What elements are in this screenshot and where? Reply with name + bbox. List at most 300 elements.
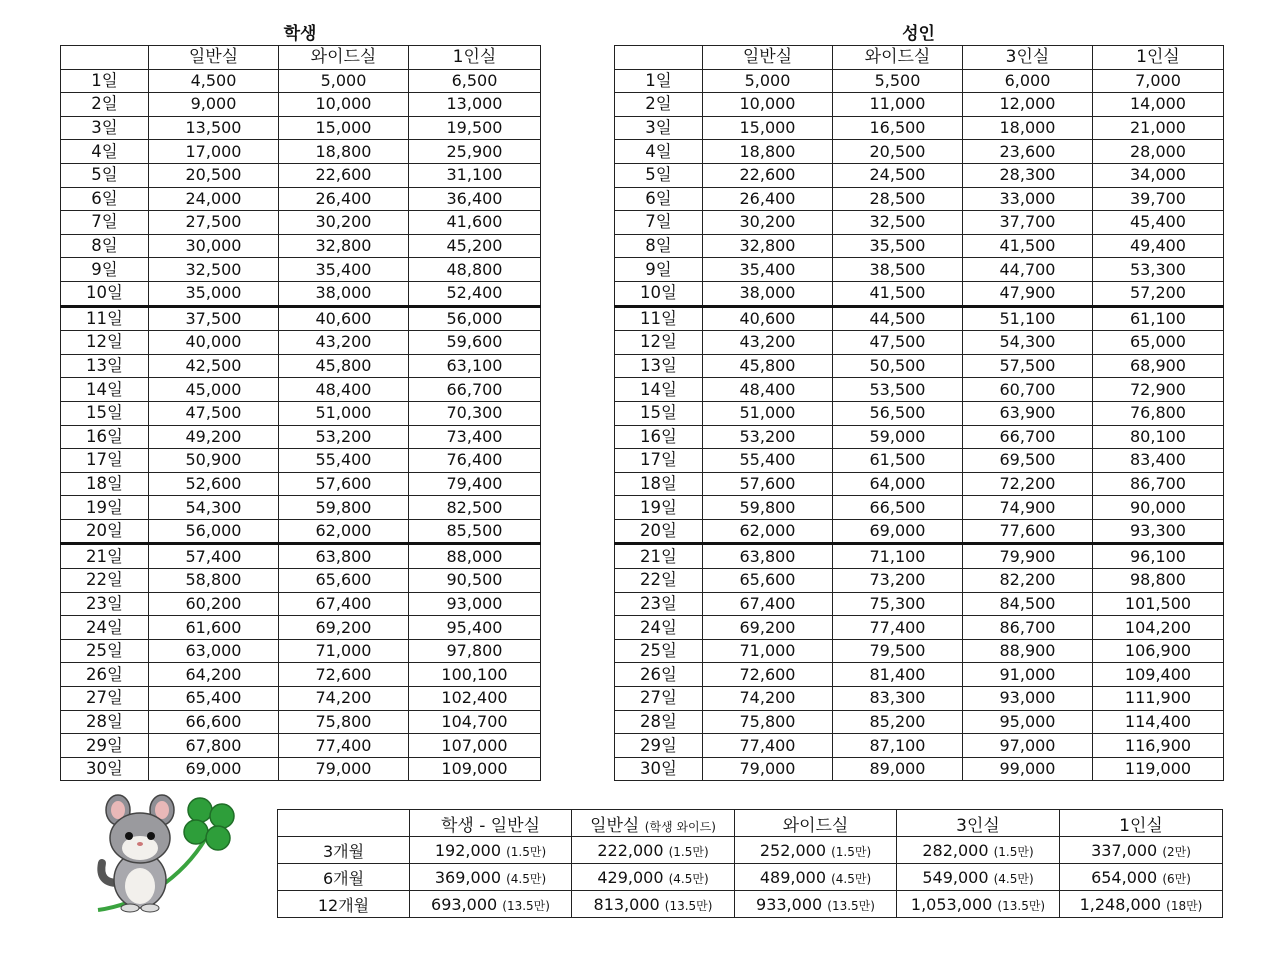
student-price-cell: 17,000 bbox=[149, 140, 279, 164]
adult-price-cell: 28,500 bbox=[833, 187, 963, 211]
student-table-row bbox=[61, 163, 541, 187]
student-price-cell: 55,400 bbox=[279, 449, 409, 473]
student-price-cell: 79,400 bbox=[409, 472, 541, 496]
adult-table-row bbox=[615, 306, 1224, 331]
student-day-cell: 10일 bbox=[61, 281, 149, 306]
student-price-cell: 51,000 bbox=[279, 401, 409, 425]
adult-price-cell: 97,000 bbox=[963, 734, 1093, 758]
term-price: 654,000 bbox=[1091, 867, 1158, 887]
adult-price-cell: 34,000 bbox=[1093, 163, 1224, 187]
student-price-cell: 52,400 bbox=[409, 281, 541, 306]
student-table-row bbox=[61, 710, 541, 734]
adult-column-header: 일반실 bbox=[703, 46, 833, 70]
adult-day-cell: 24일 bbox=[615, 616, 703, 640]
term-price-note: (6만) bbox=[1162, 871, 1191, 886]
term-period-cell: 12개월 bbox=[278, 891, 410, 918]
adult-price-cell: 48,400 bbox=[703, 378, 833, 402]
student-price-cell: 10,000 bbox=[279, 93, 409, 117]
adult-column-header: 3인실 bbox=[963, 46, 1093, 70]
student-day-cell: 13일 bbox=[61, 354, 149, 378]
adult-table-row bbox=[615, 544, 1224, 569]
term-price-cell bbox=[1060, 891, 1223, 918]
adult-table-row bbox=[615, 163, 1224, 187]
student-day-cell: 11일 bbox=[61, 306, 149, 331]
adult-price-cell: 33,000 bbox=[963, 187, 1093, 211]
adult-price-cell: 18,000 bbox=[963, 116, 1093, 140]
student-day-cell: 24일 bbox=[61, 616, 149, 640]
student-table-row bbox=[61, 331, 541, 355]
student-price-cell: 63,000 bbox=[149, 639, 279, 663]
adult-price-cell: 99,000 bbox=[963, 757, 1093, 781]
adult-price-cell: 77,400 bbox=[833, 616, 963, 640]
adult-price-cell: 26,400 bbox=[703, 187, 833, 211]
student-column-header: 일반실 bbox=[149, 46, 279, 70]
term-header-label: 3인실 bbox=[956, 815, 1000, 836]
adult-price-cell: 55,400 bbox=[703, 449, 833, 473]
term-table-row bbox=[278, 891, 1223, 918]
adult-table-row bbox=[615, 616, 1224, 640]
student-table-row bbox=[61, 306, 541, 331]
student-price-cell: 70,300 bbox=[409, 401, 541, 425]
adult-day-cell: 12일 bbox=[615, 331, 703, 355]
student-day-cell: 12일 bbox=[61, 331, 149, 355]
student-price-cell: 54,300 bbox=[149, 496, 279, 520]
student-day-cell: 4일 bbox=[61, 140, 149, 164]
student-price-cell: 60,200 bbox=[149, 592, 279, 616]
adult-price-cell: 74,900 bbox=[963, 496, 1093, 520]
adult-column-header: 와이드실 bbox=[833, 46, 963, 70]
adult-day-cell: 19일 bbox=[615, 496, 703, 520]
adult-table-row bbox=[615, 187, 1224, 211]
student-table-row bbox=[61, 544, 541, 569]
adult-table-row bbox=[615, 592, 1224, 616]
term-price: 369,000 bbox=[434, 867, 502, 887]
student-price-table bbox=[60, 45, 541, 781]
term-price-cell bbox=[410, 837, 572, 864]
term-price: 489,000 bbox=[759, 867, 827, 887]
term-header-label: 학생 - 일반실 bbox=[440, 815, 541, 836]
term-price: 337,000 bbox=[1091, 840, 1158, 860]
adult-price-cell: 44,700 bbox=[963, 258, 1093, 282]
student-day-cell: 3일 bbox=[61, 116, 149, 140]
term-column-header bbox=[735, 810, 897, 837]
student-table-row bbox=[61, 258, 541, 282]
adult-price-cell: 40,600 bbox=[703, 306, 833, 331]
student-price-cell: 57,400 bbox=[149, 544, 279, 569]
adult-day-cell: 25일 bbox=[615, 639, 703, 663]
adult-day-cell: 9일 bbox=[615, 258, 703, 282]
student-price-cell: 63,100 bbox=[409, 354, 541, 378]
student-day-cell: 21일 bbox=[61, 544, 149, 569]
adult-price-cell: 64,000 bbox=[833, 472, 963, 496]
adult-price-cell: 5,500 bbox=[833, 69, 963, 93]
adult-price-cell: 69,500 bbox=[963, 449, 1093, 473]
adult-price-cell: 47,500 bbox=[833, 331, 963, 355]
adult-price-cell: 24,500 bbox=[833, 163, 963, 187]
student-price-cell: 37,500 bbox=[149, 306, 279, 331]
student-price-cell: 93,000 bbox=[409, 592, 541, 616]
term-price-note: (13.5만) bbox=[997, 898, 1046, 913]
adult-price-cell: 119,000 bbox=[1093, 757, 1224, 781]
term-price: 222,000 bbox=[597, 840, 664, 860]
adult-price-cell: 75,300 bbox=[833, 592, 963, 616]
adult-price-cell: 66,500 bbox=[833, 496, 963, 520]
student-price-cell: 48,800 bbox=[409, 258, 541, 282]
student-price-cell: 64,200 bbox=[149, 663, 279, 687]
student-price-cell: 75,800 bbox=[279, 710, 409, 734]
term-header-row bbox=[278, 810, 1223, 837]
student-price-cell: 53,200 bbox=[279, 425, 409, 449]
adult-price-cell: 65,600 bbox=[703, 569, 833, 593]
term-table-row bbox=[278, 837, 1223, 864]
student-price-cell: 71,000 bbox=[279, 639, 409, 663]
student-price-cell: 35,400 bbox=[279, 258, 409, 282]
student-price-cell: 82,500 bbox=[409, 496, 541, 520]
adult-price-cell: 71,000 bbox=[703, 639, 833, 663]
adult-price-cell: 80,100 bbox=[1093, 425, 1224, 449]
student-price-cell: 52,600 bbox=[149, 472, 279, 496]
student-table-row bbox=[61, 116, 541, 140]
adult-table-row bbox=[615, 734, 1224, 758]
adult-price-cell: 86,700 bbox=[1093, 472, 1224, 496]
student-price-cell: 18,800 bbox=[279, 140, 409, 164]
student-price-cell: 58,800 bbox=[149, 569, 279, 593]
student-price-cell: 20,500 bbox=[149, 163, 279, 187]
adult-price-cell: 114,400 bbox=[1093, 710, 1224, 734]
adult-price-cell: 116,900 bbox=[1093, 734, 1224, 758]
adult-day-cell: 1일 bbox=[615, 69, 703, 93]
adult-price-cell: 53,300 bbox=[1093, 258, 1224, 282]
student-price-cell: 73,400 bbox=[409, 425, 541, 449]
student-table-row bbox=[61, 234, 541, 258]
adult-price-cell: 85,200 bbox=[833, 710, 963, 734]
term-price-cell bbox=[410, 864, 572, 891]
student-column-header: 와이드실 bbox=[279, 46, 409, 70]
student-price-cell: 95,400 bbox=[409, 616, 541, 640]
student-day-cell: 6일 bbox=[61, 187, 149, 211]
student-price-cell: 65,400 bbox=[149, 687, 279, 711]
adult-day-cell: 20일 bbox=[615, 519, 703, 544]
adult-price-cell: 61,100 bbox=[1093, 306, 1224, 331]
term-price: 429,000 bbox=[597, 867, 664, 887]
adult-day-cell: 10일 bbox=[615, 281, 703, 306]
adult-day-cell: 21일 bbox=[615, 544, 703, 569]
student-day-cell: 18일 bbox=[61, 472, 149, 496]
term-table-row bbox=[278, 864, 1223, 891]
student-day-cell: 16일 bbox=[61, 425, 149, 449]
term-price: 1,248,000 bbox=[1079, 894, 1162, 914]
adult-table-row bbox=[615, 710, 1224, 734]
adult-price-cell: 88,900 bbox=[963, 639, 1093, 663]
term-price-cell bbox=[572, 837, 735, 864]
student-price-cell: 32,800 bbox=[279, 234, 409, 258]
student-day-cell: 29일 bbox=[61, 734, 149, 758]
student-table-row bbox=[61, 472, 541, 496]
term-column-header bbox=[278, 810, 410, 837]
adult-table-row bbox=[615, 569, 1224, 593]
student-day-cell: 2일 bbox=[61, 93, 149, 117]
adult-price-cell: 69,000 bbox=[833, 519, 963, 544]
adult-price-cell: 77,400 bbox=[703, 734, 833, 758]
student-price-cell: 32,500 bbox=[149, 258, 279, 282]
student-table-row bbox=[61, 354, 541, 378]
term-price-cell bbox=[572, 864, 735, 891]
adult-table-row bbox=[615, 116, 1224, 140]
adult-header-row bbox=[615, 46, 1224, 70]
term-column-header bbox=[1060, 810, 1223, 837]
student-price-cell: 26,400 bbox=[279, 187, 409, 211]
adult-price-cell: 72,900 bbox=[1093, 378, 1224, 402]
student-price-cell: 13,000 bbox=[409, 93, 541, 117]
adult-day-cell: 15일 bbox=[615, 401, 703, 425]
term-price-cell bbox=[735, 837, 897, 864]
adult-price-cell: 82,200 bbox=[963, 569, 1093, 593]
student-price-cell: 45,800 bbox=[279, 354, 409, 378]
adult-price-cell: 109,400 bbox=[1093, 663, 1224, 687]
adult-price-cell: 61,500 bbox=[833, 449, 963, 473]
student-price-cell: 40,000 bbox=[149, 331, 279, 355]
student-price-cell: 77,400 bbox=[279, 734, 409, 758]
adult-price-cell: 37,700 bbox=[963, 211, 1093, 235]
student-table-row bbox=[61, 687, 541, 711]
adult-price-cell: 59,800 bbox=[703, 496, 833, 520]
student-day-cell: 5일 bbox=[61, 163, 149, 187]
adult-day-cell: 11일 bbox=[615, 306, 703, 331]
student-price-cell: 38,000 bbox=[279, 281, 409, 306]
student-price-cell: 49,200 bbox=[149, 425, 279, 449]
adult-price-cell: 91,000 bbox=[963, 663, 1093, 687]
student-price-cell: 24,000 bbox=[149, 187, 279, 211]
student-price-cell: 25,900 bbox=[409, 140, 541, 164]
student-table-row bbox=[61, 140, 541, 164]
adult-day-cell: 29일 bbox=[615, 734, 703, 758]
student-price-cell: 61,600 bbox=[149, 616, 279, 640]
student-day-cell: 17일 bbox=[61, 449, 149, 473]
student-price-cell: 27,500 bbox=[149, 211, 279, 235]
adult-day-cell: 7일 bbox=[615, 211, 703, 235]
adult-price-cell: 83,400 bbox=[1093, 449, 1224, 473]
adult-price-cell: 50,500 bbox=[833, 354, 963, 378]
adult-price-cell: 20,500 bbox=[833, 140, 963, 164]
student-price-cell: 88,000 bbox=[409, 544, 541, 569]
adult-day-cell: 3일 bbox=[615, 116, 703, 140]
student-price-cell: 30,000 bbox=[149, 234, 279, 258]
adult-price-cell: 87,100 bbox=[833, 734, 963, 758]
student-table-row bbox=[61, 69, 541, 93]
student-price-cell: 107,000 bbox=[409, 734, 541, 758]
student-table-row bbox=[61, 616, 541, 640]
student-table-row bbox=[61, 93, 541, 117]
student-price-cell: 57,600 bbox=[279, 472, 409, 496]
adult-day-cell: 6일 bbox=[615, 187, 703, 211]
term-price-note: (18만) bbox=[1166, 898, 1203, 913]
adult-price-cell: 16,500 bbox=[833, 116, 963, 140]
adult-price-cell: 57,500 bbox=[963, 354, 1093, 378]
student-day-cell: 14일 bbox=[61, 378, 149, 402]
student-day-cell: 9일 bbox=[61, 258, 149, 282]
adult-column-header: 1인실 bbox=[1093, 46, 1224, 70]
student-column-header bbox=[61, 46, 149, 70]
student-price-cell: 66,700 bbox=[409, 378, 541, 402]
adult-price-cell: 45,400 bbox=[1093, 211, 1224, 235]
term-price-note: (4.5만) bbox=[993, 871, 1034, 886]
term-price-note: (1.5만) bbox=[668, 844, 709, 859]
student-price-cell: 85,500 bbox=[409, 519, 541, 544]
student-price-cell: 69,000 bbox=[149, 757, 279, 781]
adult-title: 성인 bbox=[902, 24, 935, 44]
student-table-row bbox=[61, 519, 541, 544]
adult-price-cell: 44,500 bbox=[833, 306, 963, 331]
student-price-cell: 5,000 bbox=[279, 69, 409, 93]
adult-price-cell: 22,600 bbox=[703, 163, 833, 187]
student-price-cell: 102,400 bbox=[409, 687, 541, 711]
student-day-cell: 27일 bbox=[61, 687, 149, 711]
term-price-note: (1.5만) bbox=[831, 844, 872, 859]
adult-price-cell: 106,900 bbox=[1093, 639, 1224, 663]
adult-price-cell: 54,300 bbox=[963, 331, 1093, 355]
adult-price-cell: 66,700 bbox=[963, 425, 1093, 449]
adult-table-body bbox=[615, 69, 1224, 781]
term-header-label: 일반실 bbox=[590, 815, 640, 836]
adult-price-cell: 23,600 bbox=[963, 140, 1093, 164]
adult-table-row bbox=[615, 687, 1224, 711]
chinchilla-with-clover-icon bbox=[88, 788, 248, 918]
adult-price-cell: 32,800 bbox=[703, 234, 833, 258]
term-price: 252,000 bbox=[759, 840, 827, 860]
student-price-cell: 59,600 bbox=[409, 331, 541, 355]
adult-day-cell: 28일 bbox=[615, 710, 703, 734]
adult-table-row bbox=[615, 425, 1224, 449]
adult-price-cell: 76,800 bbox=[1093, 401, 1224, 425]
adult-price-cell: 56,500 bbox=[833, 401, 963, 425]
term-price-note: (4.5만) bbox=[668, 871, 709, 886]
adult-price-cell: 45,800 bbox=[703, 354, 833, 378]
adult-price-cell: 51,000 bbox=[703, 401, 833, 425]
adult-price-cell: 47,900 bbox=[963, 281, 1093, 306]
student-day-cell: 25일 bbox=[61, 639, 149, 663]
student-price-cell: 79,000 bbox=[279, 757, 409, 781]
adult-price-cell: 30,200 bbox=[703, 211, 833, 235]
term-period-cell: 3개월 bbox=[278, 837, 410, 864]
term-price-cell bbox=[572, 891, 735, 918]
adult-price-cell: 90,000 bbox=[1093, 496, 1224, 520]
adult-table-row bbox=[615, 639, 1224, 663]
adult-price-cell: 49,400 bbox=[1093, 234, 1224, 258]
student-price-cell: 48,400 bbox=[279, 378, 409, 402]
adult-price-cell: 89,000 bbox=[833, 757, 963, 781]
adult-price-cell: 62,000 bbox=[703, 519, 833, 544]
student-table-row bbox=[61, 449, 541, 473]
adult-day-cell: 16일 bbox=[615, 425, 703, 449]
adult-day-cell: 13일 bbox=[615, 354, 703, 378]
adult-price-cell: 60,700 bbox=[963, 378, 1093, 402]
adult-price-cell: 14,000 bbox=[1093, 93, 1224, 117]
term-price: 693,000 bbox=[431, 894, 498, 914]
term-table-body bbox=[278, 837, 1223, 918]
student-day-cell: 8일 bbox=[61, 234, 149, 258]
adult-price-cell: 38,000 bbox=[703, 281, 833, 306]
term-header-label: 와이드실 bbox=[782, 815, 849, 836]
student-table-row bbox=[61, 378, 541, 402]
adult-table-row bbox=[615, 258, 1224, 282]
term-column-header bbox=[897, 810, 1060, 837]
adult-price-cell: 43,200 bbox=[703, 331, 833, 355]
term-price: 192,000 bbox=[434, 840, 502, 860]
adult-price-cell: 84,500 bbox=[963, 592, 1093, 616]
student-price-cell: 4,500 bbox=[149, 69, 279, 93]
student-price-cell: 36,400 bbox=[409, 187, 541, 211]
adult-table-row bbox=[615, 93, 1224, 117]
student-price-cell: 22,600 bbox=[279, 163, 409, 187]
student-price-cell: 90,500 bbox=[409, 569, 541, 593]
student-day-cell: 28일 bbox=[61, 710, 149, 734]
adult-price-cell: 21,000 bbox=[1093, 116, 1224, 140]
adult-price-cell: 68,900 bbox=[1093, 354, 1224, 378]
student-price-cell: 104,700 bbox=[409, 710, 541, 734]
adult-column-header bbox=[615, 46, 703, 70]
adult-day-cell: 2일 bbox=[615, 93, 703, 117]
adult-price-cell: 53,200 bbox=[703, 425, 833, 449]
student-price-cell: 50,900 bbox=[149, 449, 279, 473]
adult-price-cell: 93,000 bbox=[963, 687, 1093, 711]
adult-table-row bbox=[615, 472, 1224, 496]
student-day-cell: 20일 bbox=[61, 519, 149, 544]
term-price-note: (4.5만) bbox=[506, 871, 547, 886]
adult-price-cell: 101,500 bbox=[1093, 592, 1224, 616]
adult-price-cell: 96,100 bbox=[1093, 544, 1224, 569]
student-price-cell: 40,600 bbox=[279, 306, 409, 331]
adult-price-cell: 41,500 bbox=[833, 281, 963, 306]
student-price-cell: 67,800 bbox=[149, 734, 279, 758]
adult-price-cell: 77,600 bbox=[963, 519, 1093, 544]
term-price-note: (2만) bbox=[1162, 844, 1191, 859]
adult-price-cell: 65,000 bbox=[1093, 331, 1224, 355]
term-price-note: (13.5만) bbox=[502, 898, 550, 913]
term-price: 549,000 bbox=[922, 867, 989, 887]
adult-table-row bbox=[615, 663, 1224, 687]
student-price-cell: 100,100 bbox=[409, 663, 541, 687]
adult-price-cell: 72,200 bbox=[963, 472, 1093, 496]
student-day-cell: 1일 bbox=[61, 69, 149, 93]
student-price-cell: 65,600 bbox=[279, 569, 409, 593]
student-table-row bbox=[61, 187, 541, 211]
adult-day-cell: 23일 bbox=[615, 592, 703, 616]
student-price-cell: 59,800 bbox=[279, 496, 409, 520]
student-price-cell: 6,500 bbox=[409, 69, 541, 93]
adult-price-cell: 7,000 bbox=[1093, 69, 1224, 93]
adult-day-cell: 4일 bbox=[615, 140, 703, 164]
adult-price-cell: 12,000 bbox=[963, 93, 1093, 117]
adult-price-cell: 81,400 bbox=[833, 663, 963, 687]
student-price-cell: 9,000 bbox=[149, 93, 279, 117]
student-price-cell: 69,200 bbox=[279, 616, 409, 640]
term-price: 933,000 bbox=[756, 894, 823, 914]
student-table-row bbox=[61, 569, 541, 593]
adult-price-cell: 28,000 bbox=[1093, 140, 1224, 164]
adult-day-cell: 17일 bbox=[615, 449, 703, 473]
student-day-cell: 15일 bbox=[61, 401, 149, 425]
adult-price-cell: 5,000 bbox=[703, 69, 833, 93]
student-title: 학생 bbox=[283, 24, 317, 44]
adult-price-cell: 72,600 bbox=[703, 663, 833, 687]
adult-price-cell: 111,900 bbox=[1093, 687, 1224, 711]
student-price-cell: 45,000 bbox=[149, 378, 279, 402]
student-price-cell: 43,200 bbox=[279, 331, 409, 355]
adult-price-cell: 93,300 bbox=[1093, 519, 1224, 544]
student-header-row bbox=[61, 46, 541, 70]
term-price-note: (1.5만) bbox=[506, 844, 547, 859]
term-price-cell bbox=[897, 837, 1060, 864]
